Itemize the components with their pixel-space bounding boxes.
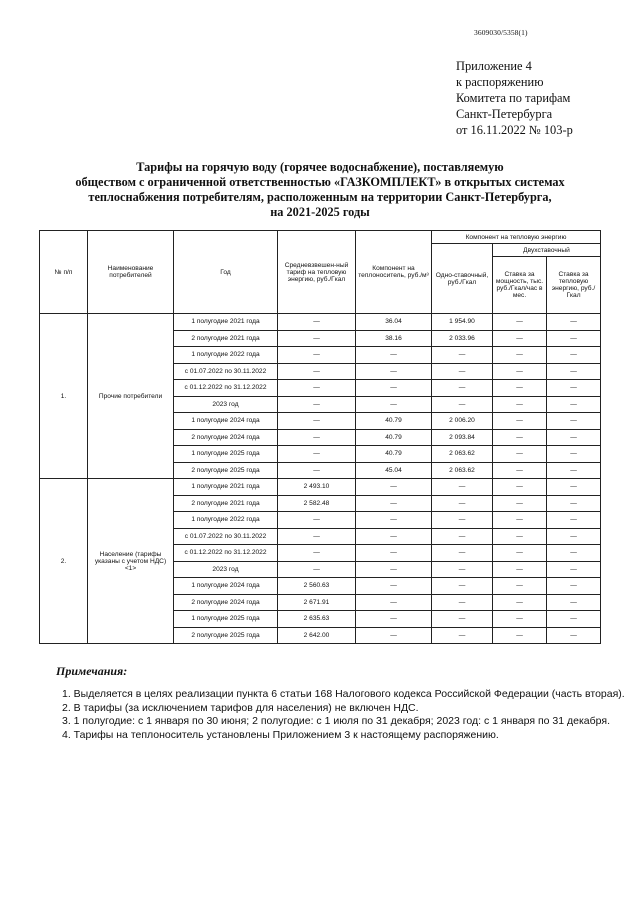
cell-carrier: 38.16 (356, 330, 432, 347)
cell-carrier: — (356, 380, 432, 397)
cell-energy: — (547, 380, 601, 397)
cell-energy: — (547, 528, 601, 545)
cell-avg: — (278, 545, 356, 562)
cell-carrier: 40.79 (356, 429, 432, 446)
cell-avg: — (278, 512, 356, 529)
cell-avg: — (278, 413, 356, 430)
document-title (0, 160, 640, 220)
header-energy-rate: Ставка за тепловую энергию, руб./Гкал (547, 257, 601, 314)
cell-carrier: — (356, 611, 432, 628)
cell-carrier: — (356, 561, 432, 578)
cell-capacity: — (493, 347, 547, 364)
cell-single: 2 006.20 (432, 413, 493, 430)
header-period: Год (174, 231, 278, 314)
group-consumer: Население (тарифы указаны с учетом НДС) <1> (88, 479, 174, 644)
cell-single: — (432, 528, 493, 545)
group-number: 1. (40, 314, 88, 479)
title-line: Тарифы на горячую воду (горячее водоснабжение), поставляемую (136, 160, 504, 174)
cell-energy: — (547, 512, 601, 529)
cell-single: — (432, 594, 493, 611)
cell-capacity: — (493, 429, 547, 446)
cell-single: 2 033.96 (432, 330, 493, 347)
cell-capacity: — (493, 330, 547, 347)
cell-period: 2023 год (174, 561, 278, 578)
notes-title: Примечания: (56, 664, 128, 678)
header-capacity-rate: Ставка за мощность, тыс. руб./Гкал/час в мес. (493, 257, 547, 314)
cell-energy: — (547, 479, 601, 496)
cell-avg: — (278, 561, 356, 578)
cell-capacity: — (493, 512, 547, 529)
cell-avg: — (278, 429, 356, 446)
cell-carrier: — (356, 528, 432, 545)
cell-period: 2 полугодие 2024 года (174, 594, 278, 611)
cell-carrier: — (356, 495, 432, 512)
cell-single: 1 954.90 (432, 314, 493, 331)
cell-single: — (432, 512, 493, 529)
header-energy-component: Компонент на тепловую энергию (432, 231, 601, 244)
cell-period: с 01.07.2022 по 30.11.2022 (174, 363, 278, 380)
cell-avg: — (278, 446, 356, 463)
cell-capacity: — (493, 495, 547, 512)
cell-carrier: — (356, 627, 432, 644)
cell-carrier: — (356, 347, 432, 364)
cell-single: 2 063.62 (432, 446, 493, 463)
cell-period: 2023 год (174, 396, 278, 413)
cell-avg: — (278, 330, 356, 347)
header-two-rate: Двухставочный (493, 244, 601, 257)
header-avg-tariff: Средневзвешен-ный тариф на тепловую энергию, руб./Гкал (278, 231, 356, 314)
cell-period: 2 полугодие 2021 года (174, 495, 278, 512)
cell-capacity: — (493, 314, 547, 331)
cell-energy: — (547, 314, 601, 331)
cell-carrier: 40.79 (356, 413, 432, 430)
cell-energy: — (547, 495, 601, 512)
appendix-line: к распоряжению (456, 75, 544, 89)
cell-period: 2 полугодие 2024 года (174, 429, 278, 446)
notes-list (62, 688, 625, 742)
cell-carrier: — (356, 545, 432, 562)
cell-period: 1 полугодие 2022 года (174, 512, 278, 529)
cell-period: 1 полугодие 2022 года (174, 347, 278, 364)
cell-carrier: — (356, 363, 432, 380)
cell-single: 2 063.62 (432, 462, 493, 479)
cell-energy: — (547, 396, 601, 413)
cell-single: — (432, 545, 493, 562)
cell-energy: — (547, 561, 601, 578)
cell-avg: — (278, 380, 356, 397)
cell-period: с 01.12.2022 по 31.12.2022 (174, 380, 278, 397)
cell-period: 1 полугодие 2024 года (174, 578, 278, 595)
cell-carrier: — (356, 594, 432, 611)
cell-capacity: — (493, 462, 547, 479)
cell-single: — (432, 561, 493, 578)
cell-period: с 01.12.2022 по 31.12.2022 (174, 545, 278, 562)
cell-energy: — (547, 594, 601, 611)
cell-carrier: — (356, 512, 432, 529)
cell-capacity: — (493, 413, 547, 430)
cell-capacity: — (493, 611, 547, 628)
cell-avg: — (278, 347, 356, 364)
table-row (40, 479, 601, 496)
cell-capacity: — (493, 627, 547, 644)
cell-carrier: 45.04 (356, 462, 432, 479)
appendix-block (456, 58, 573, 138)
appendix-line: Санкт-Петербурга (456, 107, 553, 121)
title-line: теплоснабжения потребителям, расположенным на территории Санкт-Петербурга, (88, 190, 552, 204)
cell-period: 2 полугодие 2025 года (174, 462, 278, 479)
cell-single: — (432, 495, 493, 512)
cell-single: — (432, 627, 493, 644)
cell-period: 2 полугодие 2025 года (174, 627, 278, 644)
appendix-line: от 16.11.2022 № 103-р (456, 123, 573, 137)
cell-energy: — (547, 446, 601, 463)
tariff-table (39, 230, 601, 644)
cell-avg: — (278, 363, 356, 380)
cell-capacity: — (493, 561, 547, 578)
header-single-rate: Одно-ставочный, руб./Гкал (432, 244, 493, 314)
cell-capacity: — (493, 446, 547, 463)
cell-avg: 2 493.10 (278, 479, 356, 496)
note-item: 2. В тарифы (за исключением тарифов для населения) не включен НДС. (62, 701, 419, 714)
cell-single: 2 093.84 (432, 429, 493, 446)
cell-avg: — (278, 396, 356, 413)
header-carrier: Компонент на теплоноситель, руб./м³ (356, 231, 432, 314)
cell-energy: — (547, 413, 601, 430)
cell-avg: — (278, 528, 356, 545)
cell-carrier: — (356, 479, 432, 496)
cell-carrier: — (356, 396, 432, 413)
header-consumer: Наименование потребителей (88, 231, 174, 314)
cell-avg: 2 560.63 (278, 578, 356, 595)
cell-capacity: — (493, 578, 547, 595)
cell-capacity: — (493, 545, 547, 562)
table-row (40, 314, 601, 331)
cell-period: 1 полугодие 2024 года (174, 413, 278, 430)
cell-single: — (432, 479, 493, 496)
group-number: 2. (40, 479, 88, 644)
cell-avg: 2 671.91 (278, 594, 356, 611)
cell-energy: — (547, 363, 601, 380)
cell-energy: — (547, 330, 601, 347)
cell-avg: 2 582.48 (278, 495, 356, 512)
cell-period: 1 полугодие 2025 года (174, 446, 278, 463)
title-line: на 2021-2025 годы (270, 205, 370, 219)
cell-single: — (432, 380, 493, 397)
group-consumer: Прочие потребители (88, 314, 174, 479)
cell-capacity: — (493, 479, 547, 496)
cell-avg: 2 642.00 (278, 627, 356, 644)
document-registration-number: 3609030/5358(1) (474, 28, 528, 37)
cell-single: — (432, 396, 493, 413)
cell-avg: 2 635.63 (278, 611, 356, 628)
appendix-line: Комитета по тарифам (456, 91, 571, 105)
cell-capacity: — (493, 528, 547, 545)
cell-energy: — (547, 627, 601, 644)
cell-period: 1 полугодие 2021 года (174, 314, 278, 331)
cell-energy: — (547, 611, 601, 628)
cell-energy: — (547, 545, 601, 562)
cell-period: 1 полугодие 2025 года (174, 611, 278, 628)
cell-carrier: — (356, 578, 432, 595)
cell-energy: — (547, 429, 601, 446)
cell-carrier: 36.04 (356, 314, 432, 331)
note-item: 3. 1 полугодие: с 1 января по 30 июня; 2 полугодие: с 1 июля по 31 декабря; 2023 год: с 1 января по 31 декабря. (62, 715, 610, 728)
cell-capacity: — (493, 380, 547, 397)
appendix-line: Приложение 4 (456, 59, 532, 73)
cell-single: — (432, 363, 493, 380)
cell-single: — (432, 578, 493, 595)
cell-carrier: 40.79 (356, 446, 432, 463)
note-item: 4. Тарифы на теплоноситель установлены Приложением 3 к настоящему распоряжению. (62, 728, 499, 741)
cell-capacity: — (493, 594, 547, 611)
cell-avg: — (278, 314, 356, 331)
cell-avg: — (278, 462, 356, 479)
cell-energy: — (547, 578, 601, 595)
cell-period: с 01.07.2022 по 30.11.2022 (174, 528, 278, 545)
note-item: 1. Выделяется в целях реализации пункта 6 статьи 168 Налогового кодекса Российской Федерации (часть вторая). (62, 688, 625, 700)
header-num: № п/п (40, 231, 88, 314)
cell-energy: — (547, 462, 601, 479)
cell-capacity: — (493, 363, 547, 380)
cell-single: — (432, 347, 493, 364)
table-body (40, 314, 601, 644)
cell-energy: — (547, 347, 601, 364)
title-line: обществом с ограниченной ответственностью «ГАЗКОМПЛЕКТ» в открытых системах (75, 175, 565, 189)
cell-capacity: — (493, 396, 547, 413)
cell-single: — (432, 611, 493, 628)
cell-period: 1 полугодие 2021 года (174, 479, 278, 496)
cell-period: 2 полугодие 2021 года (174, 330, 278, 347)
